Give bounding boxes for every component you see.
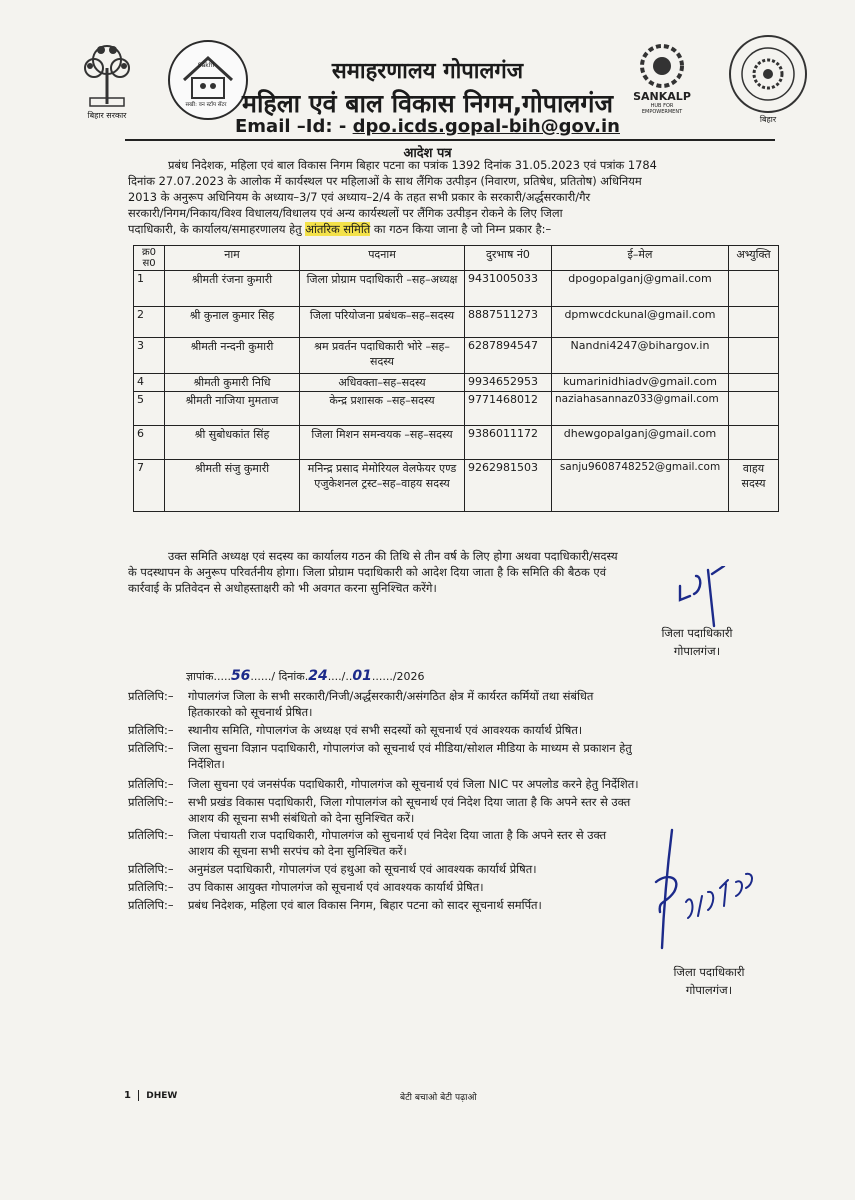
- signatory-designation: जिला पदाधिकारी: [661, 626, 733, 640]
- memo-date-label: दिनांक: [278, 670, 305, 683]
- intro-line: दिनांक 27.07.2023 के आलोक में कार्यस्थल पर महिलाओं के साथ लैंगिक उत्पीड़न (निवारण, प्रतिषेध, प्रतितोष) अधिनियम: [128, 174, 642, 188]
- copy-label: प्रतिलिपि:–: [128, 828, 174, 842]
- col-header-phone: दुरभाष नं0: [465, 246, 552, 271]
- order-intro: [128, 157, 776, 237]
- cell-designation: अधिवक्ता–सह–सदस्य: [300, 374, 465, 392]
- copy-text: जिला पंचायती राज पदाधिकारी, गोपालगंज को सुचनार्थ एवं निदेश दिया जाता है कि अपने स्तर से उक्त: [188, 828, 607, 842]
- copy-label: प्रतिलिपि:–: [128, 777, 174, 791]
- cell-email: sanju9608748252@gmail.com: [552, 460, 729, 512]
- cell-email: dpogopalganj@gmail.com: [552, 271, 729, 307]
- cell-serial: 1: [134, 271, 165, 307]
- intro-text: का गठन किया जाना है जो निम्न प्रकार है:–: [373, 222, 552, 236]
- sakhi-caption: सखी: वन स्टॉप सेंटर: [185, 102, 227, 108]
- cell-designation: केन्द्र प्रशासक –सह–सदस्य: [300, 392, 465, 426]
- cell-serial: 2: [134, 307, 165, 338]
- cell-remarks: [729, 271, 779, 307]
- highlighted-committee: आंतरिक समिति: [305, 222, 371, 236]
- copy-text: जिला सुचना विज्ञान पदाधिकारी, गोपालगंज को सूचनार्थ एवं मीडिया/सोशल मीडिया के माध्यम से प्रकाशन हेतु: [188, 741, 632, 755]
- col-header-serial: क्र0 स0: [134, 246, 165, 271]
- signatory-place: गोपालगंज।: [673, 644, 721, 658]
- office-title: समाहरणालय गोपालगंज: [331, 59, 524, 84]
- cell-designation: जिला परियोजना प्रबंधक–सह–सदस्य: [300, 307, 465, 338]
- cell-email: dhewgopalganj@gmail.com: [552, 426, 729, 460]
- cell-name: श्री सुबोधकांत सिंह: [165, 426, 300, 460]
- copy-label: प्रतिलिपि:–: [128, 862, 174, 876]
- nigam-caption: बिहार: [759, 115, 777, 124]
- table-row: [134, 338, 779, 374]
- bihar-logo-caption: बिहार सरकार: [87, 111, 127, 120]
- cell-email: kumarinidhiadv@gmail.com: [552, 374, 729, 392]
- sankalp-name: SANKALP: [633, 90, 691, 103]
- copy-label: प्रतिलिपि:–: [128, 741, 174, 755]
- intro-line-last: [128, 221, 776, 237]
- signature-block-2: [644, 963, 774, 999]
- cell-remarks: [729, 374, 779, 392]
- cell-serial: 4: [134, 374, 165, 392]
- copy-item: [128, 740, 768, 772]
- cell-serial: 5: [134, 392, 165, 426]
- committee-table: [133, 245, 779, 512]
- copy-text: निर्देशित।: [188, 757, 225, 771]
- copy-label: प्रतिलिपि:–: [128, 723, 174, 737]
- cell-phone: 9431005033: [465, 271, 552, 307]
- cell-serial: 7: [134, 460, 165, 512]
- cell-phone: 9771468012: [465, 392, 552, 426]
- signature-block: [632, 624, 762, 660]
- sakhi-name: Sakhi: [197, 62, 215, 69]
- copy-text: आशय की सूचना सभी सरपंच को देना सुनिश्चित करें।: [188, 844, 407, 858]
- cell-phone: 8887511273: [465, 307, 552, 338]
- cell-name: श्रीमती नन्दनी कुमारी: [165, 338, 300, 374]
- table-row: [134, 271, 779, 307]
- copy-label: प्रतिलिपि:–: [128, 795, 174, 809]
- table-row: [134, 374, 779, 392]
- signature-with-date-mark: [650, 822, 780, 952]
- memo-year: 2026: [396, 670, 425, 683]
- cell-remarks: [729, 426, 779, 460]
- copy-text: हितकारको को सूचनार्थ प्रेषित।: [188, 705, 313, 719]
- cell-remarks: [729, 307, 779, 338]
- signatory-place: गोपालगंज।: [685, 983, 733, 997]
- cell-phone: 6287894547: [465, 338, 552, 374]
- memo-label: ज्ञापांक: [186, 670, 214, 683]
- closing-line: कार्रवाई के प्रतिवेदन से अधोहस्ताक्षरी को भी अवगत करना सुनिश्चित करेंगे।: [128, 581, 437, 595]
- cell-designation: मनिन्द्र प्रसाद मेमोरियल वेलफेयर एण्ड एजुकेशनल ट्रस्ट–सह–वाहय सदस्य: [300, 460, 465, 512]
- table-row: [134, 460, 779, 512]
- cell-name: श्रीमती संजु कुमारी: [165, 460, 300, 512]
- table-row: [134, 426, 779, 460]
- memo-date-day: 24: [308, 668, 328, 684]
- cell-name: श्रीमती कुमारी निधि: [165, 374, 300, 392]
- col-header-remarks: अभ्युक्ति: [729, 246, 779, 271]
- intro-line: प्रबंध निदेशक, महिला एवं बाल विकास निगम बिहार पटना का पत्रांक 1392 दिनांक 31.05.2023 एवं पत्रांक 1784: [168, 158, 657, 172]
- cell-designation: श्रम प्रवर्तन पदाधिकारी भोरे –सह–सदस्य: [300, 338, 465, 374]
- copy-item: [128, 688, 768, 720]
- cell-remarks: [729, 338, 779, 374]
- copy-text: अनुमंडल पदाधिकारी, गोपालगंज एवं हथुआ को सूचनार्थ एवं आवश्यक कार्यार्थ प्रेषित।: [188, 862, 537, 876]
- cell-name: श्रीमती रंजना कुमारी: [165, 271, 300, 307]
- copy-text: सभी प्रखंड विकास पदाधिकारी, जिला गोपालगंज को सूचनार्थ एवं निदेश दिया जाता है कि अपने स्तर से उक्त: [188, 795, 631, 809]
- copy-item: [128, 776, 768, 792]
- table-row: [134, 392, 779, 426]
- department-title: महिला एवं बाल विकास निगम,गोपालगंज: [242, 89, 613, 118]
- intro-text: पदाधिकारी, के कार्यालय/समाहरणालय हेतु: [128, 222, 302, 236]
- cell-phone: 9386011172: [465, 426, 552, 460]
- cell-email: Nandni4247@bihargov.in: [552, 338, 729, 374]
- signatory-designation: जिला पदाधिकारी: [673, 965, 745, 979]
- email-address: dpo.icds.gopal-bih@gov.in: [352, 116, 620, 137]
- intro-line: 2013 के अनुरूप अधिनियम के अध्याय–3/7 एवं अध्याय–2/4 के तहत सभी प्रकार के सरकारी/अर्द्धसरकारी/गैर: [128, 190, 591, 204]
- copy-label: प्रतिलिपि:–: [128, 689, 174, 703]
- copy-label: प्रतिलिपि:–: [128, 880, 174, 894]
- cell-phone: 9934652953: [465, 374, 552, 392]
- copy-text: गोपालगंज जिला के सभी सरकारी/निजी/अर्द्धसरकारी/असंगठित क्षेत्र में कार्यरत कर्मियों तथा संबंधित: [188, 689, 594, 703]
- copy-text: प्रबंध निदेशक, महिला एवं बाल विकास निगम, बिहार पटना को सादर सूचनार्थ समर्पित।: [188, 898, 542, 912]
- copy-label: प्रतिलिपि:–: [128, 898, 174, 912]
- cell-name: श्रीमती नाजिया मुमताज: [165, 392, 300, 426]
- table-row: [134, 307, 779, 338]
- cell-remarks: [729, 392, 779, 426]
- cell-phone: 9262981503: [465, 460, 552, 512]
- cell-remarks: वाहय सदस्य: [729, 460, 779, 512]
- signature-mark: [672, 566, 732, 628]
- cell-serial: 3: [134, 338, 165, 374]
- closing-line: उक्त समिति अध्यक्ष एवं सदस्य का कार्यालय गठन की तिथि से तीन वर्ष के लिए होगा अथवा पदाधिकारी/सदस्य: [168, 549, 618, 563]
- cell-email: dpmwcdckunal@gmail.com: [552, 307, 729, 338]
- closing-line: के पदस्थापन के अनुरूप परिवर्तनीय होगा। जिला प्रोग्राम पदाधिकारी को आदेश दिया जाता है कि समिति की बैठक एवं: [128, 565, 607, 579]
- memo-line: ज्ञापांक.....56....../ दिनांक.24..../..01....../2026: [186, 668, 425, 684]
- memo-number: 56: [230, 668, 251, 684]
- copy-text: स्थानीय समिति, गोपालगंज के अध्यक्ष एवं सभी सदस्यों को सूचनार्थ एवं आवश्यक कार्यार्थ प्रेषित।: [188, 723, 583, 737]
- page-number: 1: [124, 1090, 131, 1101]
- copy-text: आशय की सूचना सभी संबंधितो को देना सुनिश्चित करें।: [188, 811, 415, 825]
- intro-line: सरकारी/निगम/निकाय/विश्व विधालय/विधालय एवं अन्य कार्यस्थलों पर लैंगिक उत्पीड़न रोकने के लिए जिला: [128, 206, 563, 220]
- sankalp-sub: HUB FOR EMPOWERMENT: [641, 103, 683, 115]
- footer-code: DHEW: [146, 1091, 178, 1101]
- memo-date-month: 01: [352, 668, 372, 684]
- col-header-email: ई–मेल: [552, 246, 729, 271]
- copy-item: [128, 722, 768, 738]
- col-header-name: नाम: [165, 246, 300, 271]
- page-footer: [124, 1090, 177, 1101]
- cell-designation: जिला प्रोग्राम पदाधिकारी –सह–अध्यक्ष: [300, 271, 465, 307]
- copy-text: उप विकास आयुक्त गोपालगंज को सूचनार्थ एवं आवश्यक कार्यार्थ प्रेषित।: [188, 880, 484, 894]
- cell-email: naziahasannaz033@gmail.com: [552, 392, 729, 426]
- footer-slogan: बेटी बचाओ बेटी पढ़ाओ: [400, 1093, 477, 1103]
- order-title: आदेश पत्र: [403, 146, 452, 161]
- email-label: Email –Id: -: [235, 116, 347, 137]
- email-line: [0, 116, 855, 137]
- col-header-designation: पदनाम: [300, 246, 465, 271]
- cell-serial: 6: [134, 426, 165, 460]
- table-header-row: [134, 246, 779, 271]
- cell-name: श्री कुनाल कुमार सिह: [165, 307, 300, 338]
- cell-designation: जिला मिशन समन्वयक –सह–सदस्य: [300, 426, 465, 460]
- header-divider: [125, 139, 775, 141]
- copy-text: जिला सुचना एवं जनसंर्पक पदाधिकारी, गोपालगंज को सूचनार्थ एवं जिला NIC पर अपलोड करने हेतु निर्देशित।: [188, 777, 639, 791]
